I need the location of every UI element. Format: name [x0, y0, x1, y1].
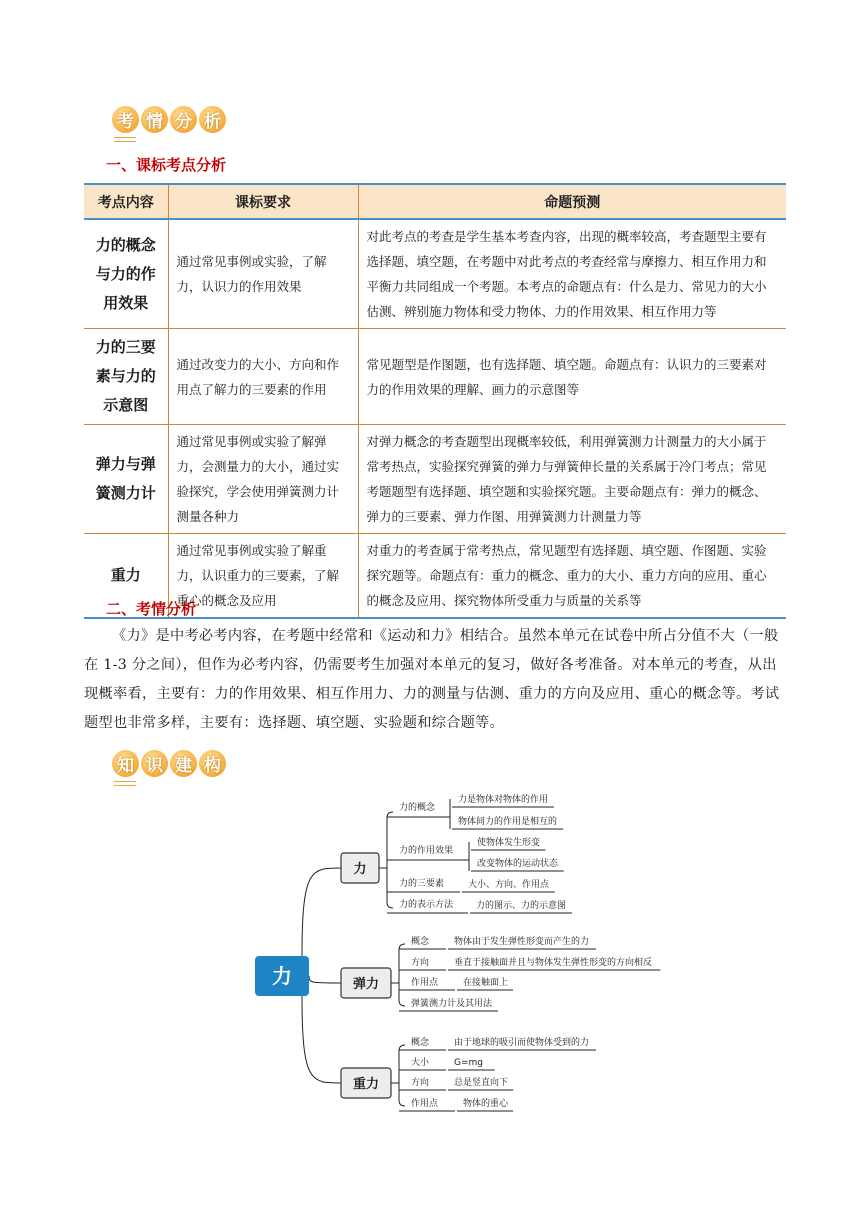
requirement-cell: 通过常见事例或实验，了解力，认识力的作用效果	[168, 219, 358, 329]
prediction-cell: 对弹力概念的考查题型出现概率较低，利用弹簧测力计测量力的大小属于常考热点，实验探究弹簧的弹力与弹簧伸长量的关系属于冷门考点；常见考题题型有选择题、填空题和实验探究题。主要命题点有：弹力的概念、弹力的三要素、弹力作图、用弹簧测力计测量力等	[358, 425, 786, 534]
item-key-label: 力的作用效果	[399, 846, 454, 856]
badge-char: 建	[170, 750, 197, 777]
analysis-paragraph: 《力》是中考必考内容，在考题中经常和《运动和力》相结合。虽然本单元在试卷中所占分值不大（一般在 1-3 分之间），但作为必考内容，仍需要考生加强对本单元的复习，做好各考准备。对本单元的考查，从出现概率看，主要有：力的作用效果、相互作用力、力的测量与估测、重力的方向及应用、重心的概念等。考试题型也非常多样，主要有：选择题、填空题、实验题和综合题等。	[84, 628, 780, 731]
item-detail-label: 力是物体对物体的作用	[458, 795, 549, 805]
root-branch-connector	[302, 868, 341, 956]
item-detail-label: 大小、方向、作用点	[468, 880, 550, 890]
badge-char: 知	[112, 750, 139, 777]
item-key-label: 弹簧测力计及其用法	[411, 999, 493, 1009]
badge-char: 构	[199, 750, 226, 777]
branch-spine	[399, 944, 405, 1006]
item-key-label: 作用点	[411, 1099, 439, 1109]
requirement-cell: 通过改变力的大小、方向和作用点了解力的三要素的作用	[168, 329, 358, 425]
item-detail-label: 物体的重心	[463, 1099, 509, 1109]
branch-spine	[399, 1045, 405, 1106]
root-branch-connector	[302, 996, 341, 1083]
item-key-label: 力的三要素	[399, 879, 445, 889]
table-header: 命题预测	[358, 184, 786, 219]
badge-char: 识	[141, 750, 168, 777]
item-detail-label: 物体间力的作用是相互的	[458, 817, 558, 827]
requirement-cell: 通过常见事例或实验了解重力，认识重力的三要素，了解重心的概念及应用	[168, 534, 358, 619]
badge-char: 考	[112, 106, 139, 133]
item-detail-label: 改变物体的运动状态	[477, 859, 559, 869]
item-detail-label: 力的图示、力的示意图	[476, 901, 567, 911]
item-key-label: 力的概念	[399, 803, 436, 813]
item-key-label: 概念	[411, 1038, 430, 1048]
branch-node-label: 力	[353, 862, 367, 877]
topic-cell: 弹力与弹簧测力计	[84, 425, 168, 534]
badge-char: 情	[141, 106, 168, 133]
requirement-cell: 通过常见事例或实验了解弹力，会测量力的大小，通过实验探究，学会使用弹簧测力计测量各种力	[168, 425, 358, 534]
topic-cell: 力的概念与力的作用效果	[84, 219, 168, 329]
mind-map-nodes	[255, 793, 652, 1109]
item-key-label: 大小	[411, 1058, 430, 1068]
root-branch-connector	[309, 976, 341, 983]
root-node-label: 力	[272, 964, 292, 988]
branch-node-label: 弹力	[352, 977, 380, 992]
topic-cell: 力的三要素与力的示意图	[84, 329, 168, 425]
item-detail-label: G=mg	[454, 1058, 483, 1068]
item-detail-label: 总是竖直向下	[454, 1078, 509, 1088]
item-key-label: 概念	[411, 937, 430, 947]
branch-node-label: 重力	[352, 1077, 380, 1092]
item-detail-label: 由于地球的吸引而使物体受到的力	[454, 1038, 590, 1048]
item-key-label: 方向	[411, 958, 430, 968]
table-header: 考点内容	[84, 184, 168, 219]
badge-char: 析	[199, 106, 226, 133]
prediction-cell: 常见题型是作图题，也有选择题、填空题。命题点有：认识力的三要素对力的作用效果的理解、画力的示意图等	[358, 329, 786, 425]
prediction-cell: 对此考点的考查是学生基本考查内容，出现的概率较高，考查题型主要有选择题、填空题，在考题中对此考点的考查经常与摩擦力、相互作用力和平衡力共同组成一个考题。本考点的命题点有：什么是力、常见力的大小估测、辨别施力物体和受力物体、力的作用效果、相互作用力等	[358, 219, 786, 329]
item-key-label: 力的表示方法	[399, 900, 454, 910]
topic-cell: 重力	[84, 534, 168, 619]
section-title-1: 一、课标考点分析	[106, 156, 227, 174]
item-key-label: 方向	[411, 1078, 430, 1088]
item-detail-label: 在接触面上	[463, 978, 509, 988]
table-header: 课标要求	[168, 184, 358, 219]
item-key-label: 作用点	[411, 978, 439, 988]
section-title-2: 二、考情分析	[106, 600, 197, 618]
prediction-cell: 对重力的考查属于常考热点，常见题型有选择题、填空题、作图题、实验探究题等。命题点有：重力的概念、重力的大小、重力方向的应用、重心的概念及应用、探究物体所受重力与质量的关系等	[358, 534, 786, 619]
badge-char: 分	[170, 106, 197, 133]
item-detail-label: 使物体发生形变	[477, 838, 541, 848]
item-detail-label: 垂直于接触面并且与物体发生弹性形变的方向相反	[454, 958, 653, 968]
item-detail-label: 物体由于发生弹性形变而产生的力	[454, 937, 590, 947]
